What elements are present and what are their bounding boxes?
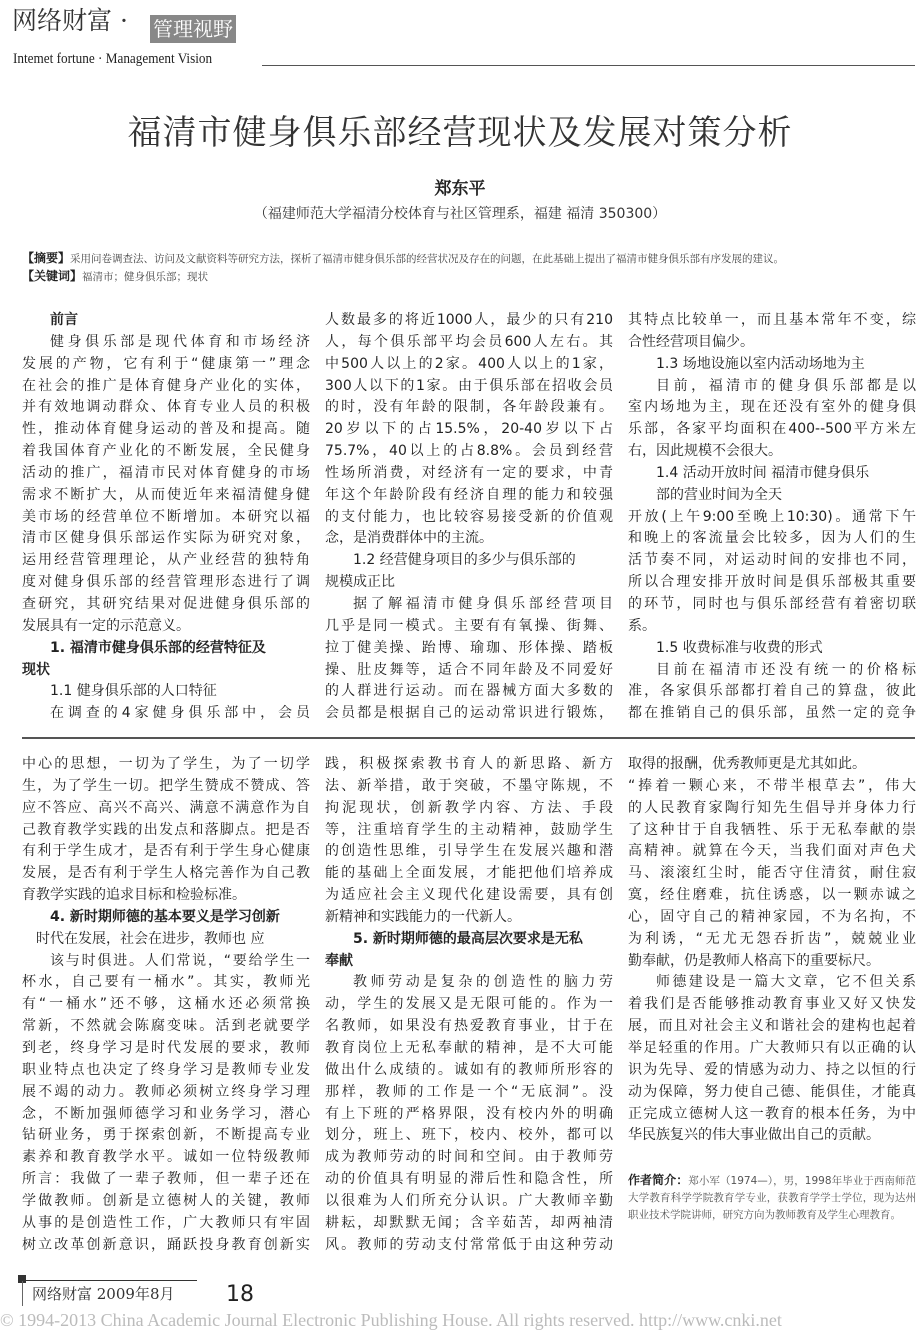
- footer-rule: [22, 1280, 197, 1281]
- text-line: 目前，福清市的健身俱乐部都是以: [656, 377, 916, 394]
- text-line: 华民族复兴的伟大事业做出自己的贡献。: [628, 1127, 880, 1144]
- text-line: 据了解福清市健身俱乐部经营项目: [353, 595, 613, 612]
- text-line: 和晚上的客流量会比较多，因为人们的生: [628, 530, 916, 547]
- paragraph: [628, 507, 916, 638]
- text-line: 300人以下的1家。由于俱乐部在招收会员: [325, 377, 613, 394]
- author-bio-label: 作者简介：: [628, 1173, 689, 1187]
- journal-name-cn: 网络财富 ·: [12, 6, 128, 35]
- abstract-text: 采用问卷调查法、访问及文献资料等研究方法，探析了福清市健身俱乐部的经营状况及存在的问题，在此基础上提出了福清市健身俱乐部有序发展的建议。: [70, 253, 785, 265]
- text-line: 1.4 活动开放时间 福清市健身俱乐: [656, 464, 870, 481]
- text-line: 需求不断扩大，从而使近年来福清健身健: [22, 486, 310, 503]
- text-line: “捧着一颗心来，不带半根草去”，伟大: [628, 777, 916, 794]
- text-line: 有利于学生成才，是否有利于学生身心健康: [22, 843, 310, 860]
- text-line: 有上下班的严格界限，没有校内外的明确: [325, 1105, 613, 1122]
- text-line: 法、新举措，敢于突破，不墨守陈规，不: [325, 777, 613, 794]
- text-line: 划分，班上、班下，校内、校外，都可以: [325, 1127, 613, 1144]
- text-line: 杯水，自己要有一桶水”。其实，教师光: [22, 974, 310, 991]
- text-line: 教师劳动是复杂的创造性的脑力劳: [353, 974, 613, 991]
- body-column-bottom-left: [22, 754, 310, 1256]
- text-line: 常新，不然就会陈腐变味。活到老就要学: [22, 1018, 310, 1035]
- text-line: 在调查的4家健身俱乐部中，会员: [50, 705, 310, 722]
- text-line: 都在推销自己的俱乐部，虽然一定的竞争: [628, 705, 916, 722]
- column-badge: 管理视野: [150, 15, 236, 43]
- text-line: 着我们是否能够推动教育事业又好又快发: [628, 996, 916, 1013]
- paragraph: [628, 754, 916, 776]
- text-line: 取得的报酬，优秀教师更是尤其如此。: [628, 756, 866, 772]
- keywords-text: 福清市；健身俱乐部；现状: [82, 271, 209, 283]
- text-line: 1.3 场地设施以室内活动场地为主: [656, 355, 865, 372]
- text-line: 美市场的经营单位不断增加。本研究以福: [22, 508, 310, 525]
- text-line: 着我国体育产业化的不断发展，全民健身: [22, 443, 310, 460]
- text-line: 1.5 收费标准与收费的形式: [656, 639, 823, 656]
- text-line: 新精神和实践能力的一代新人。: [325, 908, 521, 925]
- text-line: 动，学生的发展又是无限可能的。作为一: [325, 996, 613, 1013]
- header-rule: [262, 65, 915, 66]
- text-line: 念，不断加强师德学习和业务学习，潜心: [22, 1105, 310, 1122]
- paragraph: [325, 754, 613, 929]
- text-line: 健身俱乐部是现代体育和市场经济: [50, 333, 310, 350]
- body-column-top-middle: [325, 310, 613, 725]
- text-line: 成为教师劳动的时间和空间。由于教师劳: [325, 1149, 613, 1166]
- text-line: 活动的推广，福清市民对体育健身的市场: [22, 464, 310, 481]
- text-line: 教育岗位上无私奉献的精神，是不大可能: [325, 1039, 613, 1056]
- paragraph: [325, 594, 613, 725]
- text-line: 中500人以上的2家。400人以上的1家，: [325, 355, 613, 372]
- text-line: 正完成立德树人这一教育的根本任务，为中: [628, 1105, 916, 1122]
- paragraph: [22, 332, 310, 638]
- text-line: 度对健身俱乐部的经营管理形态进行了调: [22, 574, 310, 591]
- text-line: 展不竭的动力。教师必须树立终身学习理: [22, 1083, 310, 1100]
- text-line: 的人民教育家陶行知先生倡导并身体力行: [628, 799, 916, 816]
- text-line: 系。: [628, 617, 656, 634]
- subsection-heading: [628, 485, 916, 507]
- section-heading: [22, 638, 310, 682]
- text-line: 心，固守自己的精神家园，不为名拘，不: [628, 908, 916, 925]
- text-line: 1. 福清市健身俱乐部的经营特征及: [50, 639, 266, 656]
- text-line: 高精神。就算在今天，当我们面对声色犬: [628, 843, 916, 860]
- text-line: 1.2 经营健身项目的多少与俱乐部的: [353, 552, 576, 569]
- text-line: 念，是消费群体中的主流。: [325, 530, 493, 547]
- text-line: 右，因此规模不会很大。: [628, 443, 782, 460]
- text-line: 识为先导、爱的情感为动力、持之以恒的行: [628, 1061, 916, 1078]
- text-line: 的创造性思维，引导学生在发展兴趣和潜: [325, 843, 613, 860]
- paragraph: [22, 754, 310, 907]
- text-line: 职业特点也决定了终身学习是教师专业发: [22, 1061, 310, 1078]
- text-line: 人数最多的将近1000人，最少的只有210: [325, 312, 613, 328]
- text-line: 应不答应、高兴不高兴、满意不满意作为自: [22, 799, 310, 816]
- keywords: [22, 269, 208, 285]
- paragraph: [628, 376, 916, 463]
- text-line: 树立改革创新意识，踊跃投身教育创新实: [22, 1236, 310, 1253]
- text-line: 性场所消费，对经济有一定的要求，中青: [325, 464, 613, 481]
- text-line: 75.7%，40以上的占8.8%。会员到经营: [325, 443, 613, 460]
- text-line: 那样，教师的工作是一个“无底洞”。没: [325, 1083, 613, 1100]
- text-line: 的人群进行运动。而在器械方面大多数的: [325, 683, 613, 700]
- text-line: 展，而且对社会主义和谐社会的建构也起着: [628, 1018, 916, 1035]
- text-line: 素养和教育教学水平。诚如一位特级教师: [22, 1149, 310, 1166]
- subsection-heading: [22, 681, 310, 703]
- text-line: 寞，经住磨难，抗住诱惑，以一颗赤诚之: [628, 887, 916, 904]
- text-line: 动为保障，努力使自己德、能俱佳，才能真: [628, 1083, 916, 1100]
- text-line: 查研究，其研究结果对促进健身俱乐部的: [22, 595, 310, 612]
- text-line: 耕耘，却默默无闻；含辛茹苦，却两袖清: [325, 1214, 613, 1231]
- text-line: 奉献: [325, 952, 353, 969]
- text-line: 能的基础上全面发展，才能把他们培养成: [325, 865, 613, 882]
- text-line: 准，各家俱乐部都打着自己的算盘，彼此: [628, 683, 916, 700]
- text-line: 合性经营项目偏少。: [628, 333, 754, 350]
- text-line: 钻研业务，勇于探索创新，不断提高专业: [22, 1127, 310, 1144]
- text-line: 为利诱，“无尤无怨吞折齿”，兢兢业业: [628, 930, 916, 947]
- paragraph: [628, 310, 916, 354]
- paragraph: [628, 776, 916, 973]
- text-line: 5. 新时期师德的最高层次要求是无私: [353, 930, 583, 947]
- text-line: 规模成正比: [325, 574, 395, 591]
- author-bio: [628, 1172, 916, 1224]
- subsection-heading: [628, 463, 916, 485]
- text-line: 清市区健身俱乐部运作实际为研究对象，: [22, 530, 310, 547]
- paragraph: [22, 703, 310, 725]
- text-line: 人，每个俱乐部平均会员600人左右。其: [325, 333, 613, 350]
- text-line: 动的价值具有明显的滞后性和隐含性，所: [325, 1171, 613, 1188]
- text-line: 几乎是同一模式。主要有有氧操、街舞、: [325, 617, 613, 634]
- text-line: 的时，没有年龄的限制，各年龄段兼有。: [325, 399, 613, 416]
- text-line: 以很难为人们所充分认识。广大教师辛勤: [325, 1192, 613, 1209]
- text-line: 所言：我做了一辈子教师，但一辈子还在: [22, 1171, 310, 1188]
- subsection-heading: [628, 638, 916, 660]
- text-line: 在社会的推广是体育健身产业化的实体，: [22, 377, 310, 394]
- section-heading: [325, 929, 613, 973]
- text-line: 生，为了学生一切。把学生赞成不赞成、答: [22, 777, 310, 794]
- body-column-bottom-middle: [325, 754, 613, 1256]
- text-line: 部的营业时间为全天: [656, 486, 782, 503]
- text-line: 并有效地调动群众、体育专业人员的积极: [22, 399, 310, 416]
- text-line: 年这个年龄阶段有经济自理的能力和较强: [325, 486, 613, 503]
- text-line: 4. 新时期师德的基本要义是学习创新: [50, 908, 280, 925]
- paragraph: [325, 310, 613, 550]
- footer-vertical-rule: [22, 1280, 23, 1306]
- text-line: 其特点比较单一，而且基本常年不变，综: [628, 312, 916, 328]
- section-heading: [22, 310, 310, 332]
- text-line: 践，积极探索教书育人的新思路、新方: [325, 756, 613, 772]
- text-line: 有“一桶水”还不够，这桶水还必须常换: [22, 996, 310, 1013]
- journal-name-en: Intemet fortune · Management Vision: [13, 51, 213, 67]
- text-line: 现状: [22, 661, 50, 678]
- subsection-heading: [628, 354, 916, 376]
- text-line: 从事的是创造性工作，广大教师只有牢固: [22, 1214, 310, 1231]
- body-column-bottom-right: [628, 754, 916, 1147]
- text-line: 中心的思想，一切为了学生，为了一切学: [22, 756, 310, 772]
- keywords-label: 【关键词】: [22, 269, 83, 283]
- text-line: 性，推动体育健身运动的普及和提高。随: [22, 421, 310, 438]
- article-title: 福清市健身俱乐部经营现状及发展对策分析: [127, 113, 793, 153]
- text-line: 操、肚皮舞等，适合不同年龄及不同爱好: [325, 661, 613, 678]
- text-line: 该与时俱进。人们常说，“要给学生一: [50, 952, 310, 969]
- section-divider: [22, 737, 915, 739]
- text-line: 名教师，如果没有热爱教育事业，甘于在: [325, 1018, 613, 1035]
- section-heading: [22, 907, 310, 929]
- text-line: 发展的产物，它有利于“健康第一”理念: [22, 355, 310, 372]
- paragraph: [22, 929, 310, 951]
- text-line: 的支付能力，也比较容易接受新的价值观: [325, 508, 613, 525]
- copyright-watermark: © 1994-2013 China Academic Journal Electronic Publishing House. All rights reserved. http://www.cnki.net: [0, 1310, 782, 1330]
- text-line: 时代在发展，社会在进步，教师也 应: [36, 930, 265, 947]
- text-line: 20岁以下的占15.5%，20-40岁以下占: [325, 421, 613, 438]
- text-line: 发展具有一定的示范意义。: [22, 617, 190, 634]
- page-number: 18: [226, 1282, 254, 1307]
- text-line: 为适应社会主义现代化建设需要，具有创: [325, 887, 613, 904]
- text-line: 风。教师的劳动支付常常低于由这种劳动: [325, 1236, 613, 1253]
- paragraph: [628, 660, 916, 726]
- text-line: 会员都是根据自己的运动常识进行锻炼，: [325, 705, 613, 722]
- text-line: 勤奉献，仍是教师人格高下的重要标尺。: [628, 952, 880, 969]
- abstract-label: 【摘要】: [22, 251, 71, 265]
- text-line: 等，注重培育学生的主动精神，鼓励学生: [325, 821, 613, 838]
- text-line: 开放(上午9:00至晚上10:30)。通常下午: [628, 508, 916, 525]
- text-line: 乐部，各家平均面积在400--500平方米左: [628, 421, 916, 438]
- text-line: 做出什么成绩的。诚如有的教师所形容的: [325, 1061, 613, 1078]
- body-column-top-right: [628, 310, 916, 725]
- text-line: 举足轻重的作用。广大教师只有以正确的认: [628, 1039, 916, 1056]
- subsection-heading: [325, 550, 613, 594]
- text-line: 拘泥现状，创新教学内容、方法、手段: [325, 799, 613, 816]
- text-line: 1.1 健身俱乐部的人口特征: [50, 683, 217, 700]
- text-line: 拉丁健美操、跆博、瑜珈、形体操、踏板: [325, 639, 613, 656]
- footer-journal-issue: 网络财富 2009年8月: [32, 1285, 175, 1303]
- abstract: [22, 251, 784, 267]
- text-line: 发展，是否有利于学生人格完善作为自己教: [22, 865, 310, 882]
- paragraph: [22, 951, 310, 1257]
- text-line: 马、滚滚红尘时，能否守住清贫，耐住寂: [628, 865, 916, 882]
- text-line: 运用经营管理理论，从产业经营的独特角: [22, 552, 310, 569]
- text-line: 目前在福清市还没有统一的价格标: [656, 661, 916, 678]
- text-line: 师德建设是一篇大文章，它不但关系: [656, 974, 916, 991]
- text-line: 学做教师。创新是立德树人的关键，教师: [22, 1192, 310, 1209]
- paragraph: [325, 972, 613, 1256]
- text-line: 了这种甘于自我牺牲、乐于无私奉献的崇: [628, 821, 916, 838]
- text-line: 所以合理安排开放时间是俱乐部极其重要: [628, 574, 916, 591]
- article-author: 郑东平: [434, 179, 486, 199]
- text-line: 活节奏不同，对运动时间的安排也不同，: [628, 552, 916, 569]
- body-column-top-left: [22, 310, 310, 725]
- author-affiliation: （福建师范大学福清分校体育与社区管理系，福建 福清 350300）: [253, 206, 667, 222]
- text-line: 前言: [50, 312, 78, 328]
- author-bio-text: 郑小军（1974—），男，1998年毕业于西南师范大学教育科学学院教育学专业，获教育学学士学位，现为达州职业技术学院讲师，研究方向为教师教育及学生心理教育。: [628, 1175, 916, 1221]
- text-line: 的环节，同时也与俱乐部经营有着密切联: [628, 595, 916, 612]
- text-line: 室内场地为主，现在还没有室外的健身俱: [628, 399, 916, 416]
- text-line: 己教育教学实践的出发点和落脚点。把是否: [22, 821, 310, 838]
- paragraph: [628, 972, 916, 1147]
- text-line: 到老，终身学习是时代发展的要求，教师: [22, 1039, 310, 1056]
- text-line: 育教学实践的追求目标和检验标准。: [22, 887, 246, 904]
